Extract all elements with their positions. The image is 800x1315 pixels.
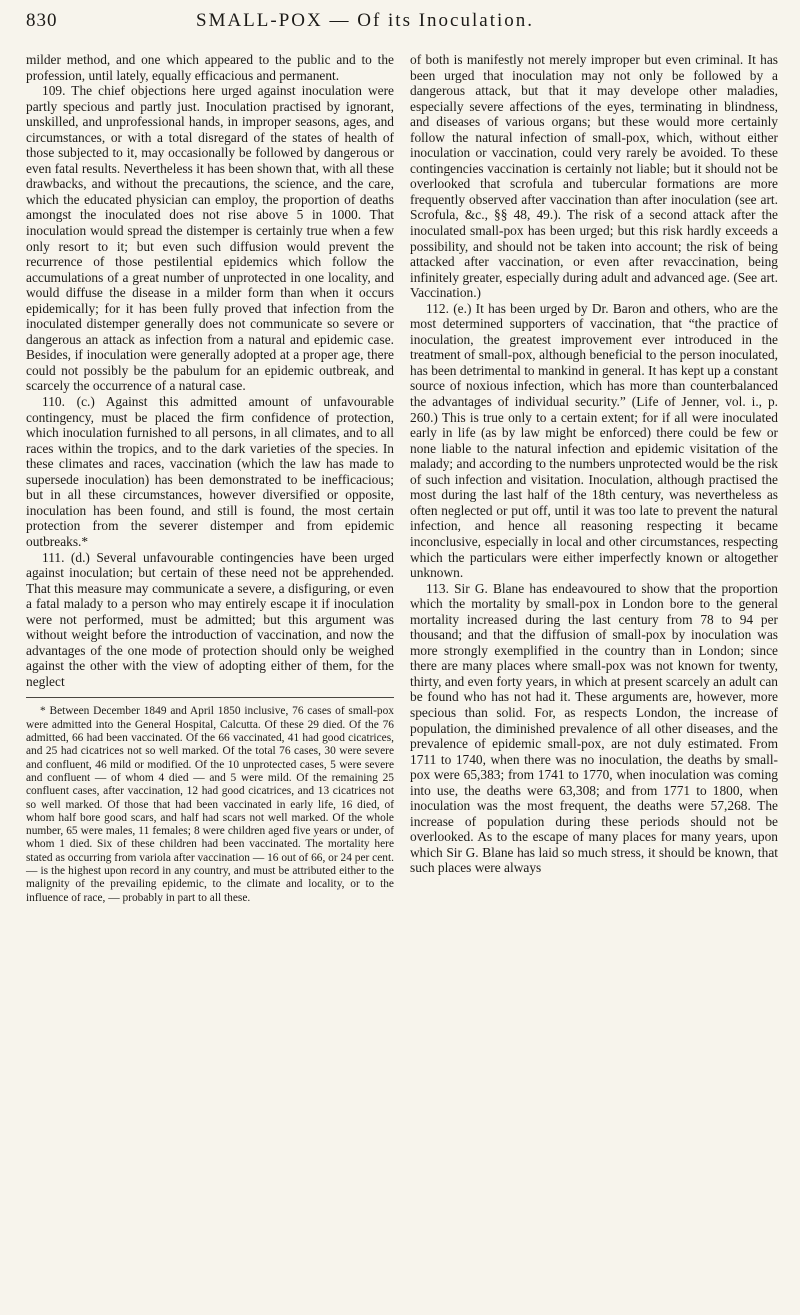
paragraph-continued: milder method, and one which appeared to the public and to the profession, until lately, equally efficacious and permanent. (26, 52, 394, 83)
footnote-text: * Between December 1849 and April 1850 inclusive, 76 cases of small-pox were admitted into the General Hospital, Calcutta. Of these 29 died. Of the 76 admitted, 66 had been vaccinated. Of the 66 vaccinated, 41 had good cicatrices, and 25 had cicatrices not so well marked. Of the total 76 cases, 30 were severe and confluent, 46 mild or modified. Of the 10 unprotected cases, 5 were severe and confluent — of whom 4 died — and 5 were mild. Of the remaining 25 confluent cases, after vaccination, 12 had good cicatrices, and 13 cicatrices not so well marked. Of those that had been vaccinated in early life, 16 died, of whom half bore good scars, and half had scars not well marked. Of the whole number, 65 were males, 11 females; 8 were children aged five years or under, of whom 1 died. Six of these children had been vaccinated. The mortality here stated as occurring from variola after vaccination — 16 out of 66, or 24 per cent. — is the highest upon record in any country, and must be attributed either to the malignity of the prevailing epidemic, to the climate and locality, or to the influence of race, — probably in part to all these. (26, 705, 394, 904)
footnote (26, 705, 394, 904)
footnote-divider (26, 697, 394, 698)
page-number: 830 (26, 10, 58, 31)
left-column (26, 52, 394, 905)
paragraph-113: 113. Sir G. Blane has endeavoured to show that the proportion which the mortality by small-pox in London bore to the general mortality increased during the last century from 78 to 94 per thousand; and that the diffusion of small-pox by inoculation was more strongly exemplified in the country than in London; since there are many places where small-pox was not known for twenty, thirty, and even forty years, in which at present scarcely an adult can be found who has not had it. These arguments are, however, more specious than solid. For, as respects London, the increase of population, the diminished prevalence of all other diseases, and the prevalence of epidemic small-pox, are not duly estimated. From 1711 to 1740, when there was no inoculation, the deaths by small-pox were 65,383; from 1741 to 1770, when inoculation was coming into use, the deaths were 63,308; and from 1771 to 1800, when inoculation was the most frequent, the deaths were 57,268. The increase of population during these periods should not be overlooked. As to the escape of many places for many years, upon which Sir G. Blane has laid so much stress, it should be known, that such places were always (410, 580, 778, 876)
paragraph-110: 110. (c.) Against this admitted amount of unfavourable contingency, must be placed the firm confidence of protection, which inoculation furnished to all persons, in all climates, and to all races within the tropics, and to the dark varieties of the species. In these climates and races, vaccination (which the law has made to supersede inoculation) has been demonstrated to be inefficacious; but in all these circumstances, however diversified or opposite, inoculation has been found, and still is found, the most certain protection from the severer distemper and from epidemic outbreaks.* (26, 394, 394, 549)
paragraph-continued-right: of both is manifestly not merely improper but even criminal. It has been urged that inoculation may not only be followed by a dangerous attack, but that it may develope other maladies, especially severe affections of the eyes, terminating in blindness, and diseases of various organs; but these would more certainly follow the natural infection of small-pox, which, without either inoculation or vaccination, could very rarely be avoided. To these contingencies vaccination is certainly not liable; but it should not be overlooked that scrofula and tubercular formations are more frequently observed after vaccination than after inoculation (see art. Scrofula, &c., §§ 48, 49.). The risk of a second attack after the inoculated small-pox has been urged; but this risk hardly exceeds a possibility, and should not be taken into account; the risk of being attacked after vaccination, or even after revaccination, being infinitely greater, especially during adult and advanced age. (See art. Vaccination.) (410, 52, 778, 301)
paragraph-109: 109. The chief objections here urged against inoculation were partly specious and partly just. Inoculation practised by ignorant, unskilled, and unprofessional hands, in improper seasons, ages, and circumstances, or with a total disregard of the states of health of those subjected to it, may occasionally be followed by dangerous or even fatal results. Nevertheless it has been shown that, with all these drawbacks, and without the precautions, the science, and the care, which the educated physician can employ, the proportion of deaths amongst the inoculated does not rise above 5 in 1000. That inoculation would spread the distemper is certainly true when a few only resort to it; but even such diffusion would prevent the recurrence of those pestilential epidemics which follow the accumulations of a great number of unprotected in one locality, and would diffuse the disease in a milder form than when it occurs epidemically; for it has been fully proved that infection from the inoculated distemper generally does not communicate so severe or dangerous an attack as infection from a natural and epidemic case. Besides, if inoculation were generally adopted at a proper age, there could not possibly be the pabulum for an epidemic outbreak, and scarcely the occurrence of a natural case. (26, 83, 394, 394)
text-columns (26, 52, 778, 905)
running-head: SMALL-POX — Of its Inoculation. (196, 10, 535, 31)
paragraph-112: 112. (e.) It has been urged by Dr. Baron and others, who are the most determined supporters of vaccination, that “the practice of inoculation, the greatest improvement ever introduced in the treatment of small-pox, although beneficial to the person inoculated, has been detrimental to mankind in general. It has kept up a constant source of noxious infection, which has more than counterbalanced the advantages of individual security.” (Life of Jenner, vol. i., p. 260.) This is true only to a certain extent; for if all were inoculated early in life (as by law might be enforced) there could be few or none liable to the natural infection and epidemic visitation of the malady; and according to the numbers unprotected would be the risk of such infection and visitation. Inoculation, although practised the most during the last half of the 18th century, was nevertheless as often neglected or put off, until it was too late to prevent the natural infection, and hence all reasoning respecting it became inconclusive, especially in local and other circumstances, respecting which the particulars were either imperfectly known or altogether unknown. (410, 300, 778, 581)
page-header (26, 10, 778, 44)
right-column (410, 52, 778, 905)
paragraph-111: 111. (d.) Several unfavourable contingencies have been urged against inoculation; but certain of these need not be apprehended. That this measure may communicate a severe, a disfiguring, or even a fatal malady to a person who may entirely escape it if inoculation were not performed, must be admitted; but this argument was without weight before the introduction of vaccination, and now the advantages of the one mode of protection should only be weighed against the other with the view of adopting either of them, for the neglect (26, 549, 394, 689)
